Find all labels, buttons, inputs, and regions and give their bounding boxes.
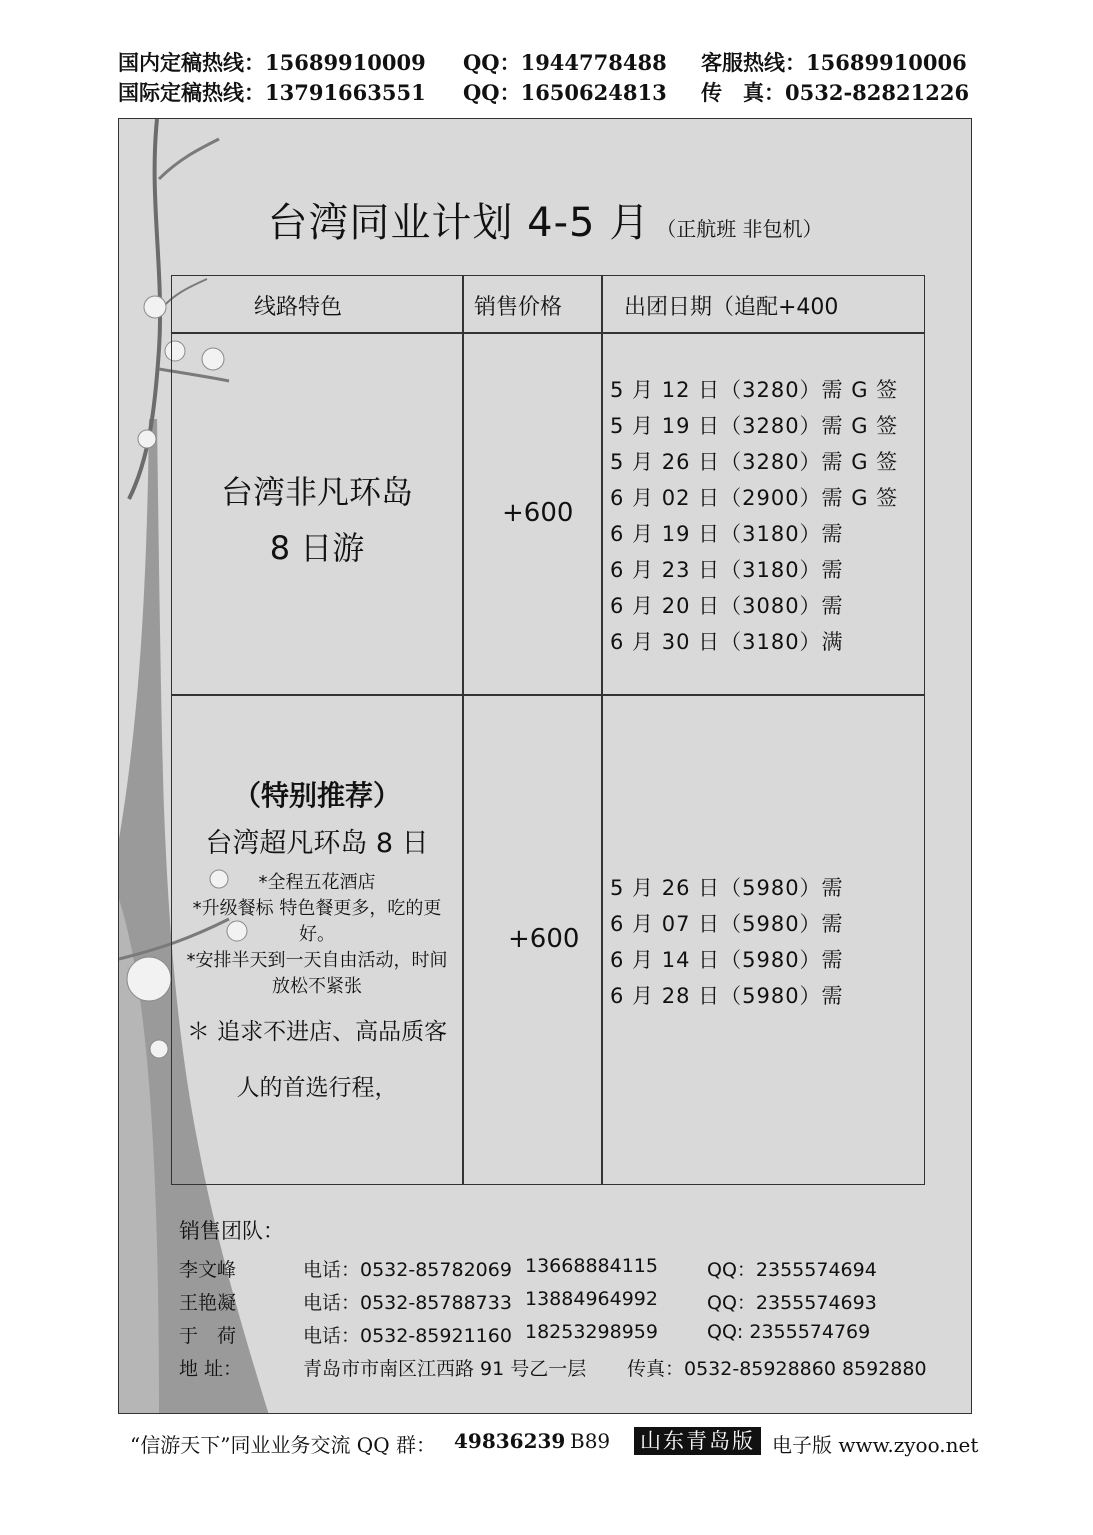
page-number: B89 (570, 1429, 611, 1453)
route-1-dates (610, 372, 898, 660)
table-divider (172, 694, 924, 696)
itinerary-table (171, 275, 925, 1185)
date-row: 5 月 26 日（5980）需 (610, 876, 844, 900)
recommend-tag: （特别推荐） (232, 779, 401, 812)
team-member (179, 1321, 871, 1354)
title-main: 台湾同业计划 4-5 月 (267, 200, 651, 246)
route-2-dates (610, 870, 844, 1014)
member-name: 李文峰 (179, 1259, 237, 1281)
member-phone: 电话：0532-85788733 (303, 1292, 512, 1314)
service-hotline: 客服热线：15689910006 (701, 50, 967, 75)
date-row: 6 月 30 日（3180）满 (610, 630, 844, 654)
date-row: 6 月 20 日（3080）需 (610, 594, 844, 618)
international-qq: QQ：1650624813 (463, 80, 667, 105)
date-row: 6 月 14 日（5980）需 (610, 948, 844, 972)
table-divider (172, 332, 924, 334)
member-mobile: 18253298959 (525, 1321, 658, 1343)
international-hotline: 国际定稿热线：13791663551 (118, 80, 426, 105)
date-row: 5 月 19 日（3280）需 G 签 (610, 414, 899, 438)
header-dates: 出团日期（追配+400 (624, 295, 839, 320)
feature-line: *全程五花酒店 (258, 872, 376, 893)
date-row: 6 月 28 日（5980）需 (610, 984, 844, 1008)
member-name: 王艳凝 (179, 1292, 237, 1314)
member-qq: QQ：2355574693 (707, 1292, 877, 1314)
member-name: 于 荷 (179, 1325, 237, 1347)
address-label: 地 址： (179, 1358, 243, 1380)
feature-line: 放松不紧张 (272, 976, 362, 997)
date-row: 6 月 07 日（5980）需 (610, 912, 844, 936)
table-divider (601, 276, 603, 1184)
domestic-hotline: 国内定稿热线：15689910009 (118, 50, 426, 75)
route-2-name: 台湾超凡环岛 8 日 (205, 828, 429, 859)
feature-highlight: 人的首选行程， (236, 1075, 398, 1101)
hotline-header (118, 48, 978, 108)
header-route: 线路特色 (254, 295, 343, 320)
table-divider (462, 276, 464, 1184)
address-row (179, 1354, 927, 1387)
date-row: 5 月 26 日（3280）需 G 签 (610, 450, 899, 474)
date-row: 6 月 19 日（3180）需 (610, 522, 844, 546)
route-2-price: +600 (508, 924, 580, 954)
edition-badge: 山东青岛版 (634, 1427, 761, 1455)
route-1-name (172, 464, 462, 576)
page-footer (118, 1427, 978, 1459)
poster-frame (118, 118, 972, 1414)
member-phone: 电话：0532-85782069 (303, 1259, 512, 1281)
member-mobile: 13884964992 (525, 1288, 658, 1310)
team-member (179, 1288, 877, 1321)
team-member (179, 1255, 877, 1288)
date-row: 5 月 12 日（3280）需 G 签 (610, 378, 899, 402)
qq-group-number: 49836239 (454, 1429, 566, 1453)
route-2-description (172, 774, 462, 1116)
hotline-row-domestic (118, 48, 978, 78)
member-qq: QQ: 2355574769 (707, 1321, 871, 1343)
member-qq: QQ：2355574694 (707, 1259, 877, 1281)
feature-line: *安排半天到一天自由活动，时间 (186, 950, 448, 971)
route-1-name-line2: 8 日游 (269, 529, 365, 567)
address-text: 青岛市市南区江西路 91 号乙一层 (303, 1358, 587, 1380)
header-price: 销售价格 (474, 295, 563, 320)
route-1-price: +600 (502, 498, 574, 528)
feature-line: *升级餐标 特色餐更多，吃的更 (192, 898, 442, 919)
page-title (119, 191, 971, 248)
qq-group-label: “信游天下”同业业务交流 QQ 群： (130, 1433, 436, 1457)
fax-text: 传真：0532-85928860 8592880 (627, 1358, 927, 1380)
domestic-qq: QQ：1944778488 (463, 50, 667, 75)
date-row: 6 月 23 日（3180）需 (610, 558, 844, 582)
fax-number: 传 真：0532-82821226 (701, 80, 970, 105)
sales-team (179, 1215, 927, 1387)
date-row: 6 月 02 日（2900）需 G 签 (610, 486, 899, 510)
member-mobile: 13668884115 (525, 1255, 658, 1277)
member-phone: 电话：0532-85921160 (303, 1325, 512, 1347)
hotline-row-international (118, 78, 978, 108)
route-1-name-line1: 台湾非凡环岛 (220, 473, 413, 511)
website-link[interactable]: 电子版 www.zyoo.net (772, 1433, 979, 1457)
sales-team-label: 销售团队： (179, 1219, 284, 1243)
feature-highlight: ＊ 追求不进店、高品质客 (186, 1019, 448, 1045)
title-sub: （正航班 非包机） (656, 217, 823, 241)
feature-line: 好。 (299, 924, 335, 945)
